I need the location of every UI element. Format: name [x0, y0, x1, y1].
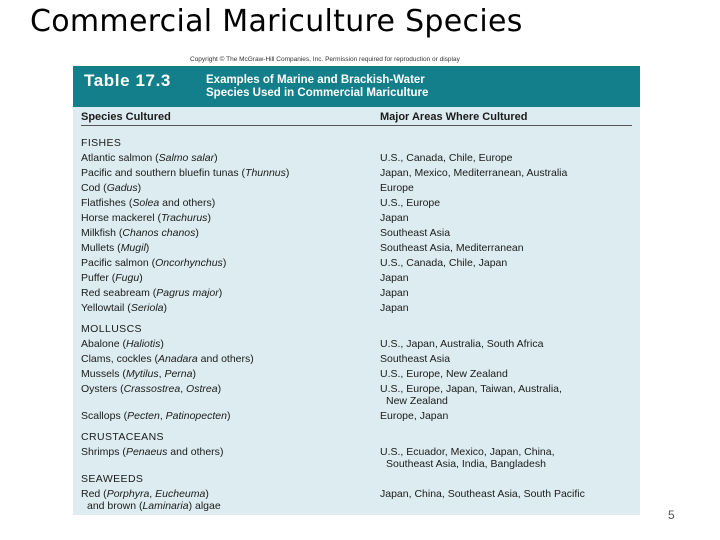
areas-cell: Japan — [380, 272, 409, 284]
table-body — [73, 137, 640, 515]
species-cell: Milkfish (Chanos chanos) — [81, 227, 199, 239]
category-row-crustaceans — [73, 431, 640, 446]
table-row — [73, 383, 640, 410]
table-number: Table 17.3 — [84, 71, 171, 90]
areas-cell: Southeast Asia, Mediterranean — [380, 242, 524, 254]
areas-cell: Japan, China, Southeast Asia, South Pacific — [380, 488, 585, 500]
column-header-species: Species Cultured — [81, 111, 171, 123]
table-row — [73, 212, 640, 227]
areas-cell: U.S., Japan, Australia, South Africa — [380, 338, 544, 350]
areas-cell: Southeast Asia — [380, 227, 451, 239]
copyright-notice: Copyright © The McGraw-Hill Companies, Inc. Permission required for reproduction or display — [190, 56, 460, 63]
table-caption-line-1: Examples of Marine and Brackish-Water — [206, 74, 425, 86]
species-cell: Clams, cockles (Anadara and others) — [81, 353, 254, 365]
areas-line-2: Southeast Asia, India, Bangladesh — [386, 458, 546, 470]
table-header-band — [73, 66, 640, 107]
areas-cell: Japan — [380, 302, 409, 314]
areas-cell — [380, 446, 555, 470]
category-row-seaweeds — [73, 473, 640, 488]
species-cell: Flatfishes (Solea and others) — [81, 197, 216, 209]
species-table — [73, 66, 640, 515]
table-row — [73, 410, 640, 425]
table-row — [73, 446, 640, 473]
areas-cell: Japan — [380, 287, 409, 299]
table-row — [73, 227, 640, 242]
species-cell: Yellowtail (Seriola) — [81, 302, 167, 314]
areas-cell: Europe, Japan — [380, 410, 449, 422]
species-cell: Scallops (Pecten, Patinopecten) — [81, 410, 231, 422]
areas-line-2: New Zealand — [386, 395, 448, 407]
category-label: CRUSTACEANS — [81, 431, 164, 443]
slide-title: Commercial Mariculture Species — [30, 4, 523, 39]
table-row — [73, 488, 640, 515]
table-row — [73, 368, 640, 383]
table-caption — [206, 74, 428, 100]
table-row — [73, 197, 640, 212]
areas-cell: Europe — [380, 182, 414, 194]
species-cell: Pacific and southern bluefin tunas (Thunnus) — [81, 167, 290, 179]
species-cell — [81, 488, 221, 512]
areas-cell: U.S., Europe, New Zealand — [380, 368, 508, 380]
areas-cell: Japan — [380, 212, 409, 224]
species-cell: Abalone (Haliotis) — [81, 338, 164, 350]
areas-cell: Japan, Mexico, Mediterranean, Australia — [380, 167, 568, 179]
areas-cell — [380, 383, 562, 407]
table-row — [73, 167, 640, 182]
table-row — [73, 182, 640, 197]
category-label: FISHES — [81, 137, 122, 149]
table-row — [73, 302, 640, 317]
table-caption-line-2: Species Used in Commercial Mariculture — [206, 87, 429, 99]
table-row — [73, 287, 640, 302]
table-row — [73, 242, 640, 257]
table-row — [73, 353, 640, 368]
species-cell: Puffer (Fugu) — [81, 272, 143, 284]
table-row — [73, 257, 640, 272]
areas-cell: U.S., Canada, Chile, Europe — [380, 152, 513, 164]
species-cell: Horse mackerel (Trachurus) — [81, 212, 211, 224]
areas-cell: U.S., Canada, Chile, Japan — [380, 257, 508, 269]
category-row-fishes — [73, 137, 640, 152]
species-line-1: Red (Porphyra, Eucheuma) — [81, 488, 209, 500]
species-cell: Oysters (Crassostrea, Ostrea) — [81, 383, 222, 395]
table-row — [73, 272, 640, 287]
species-cell: Mussels (Mytilus, Perna) — [81, 368, 196, 380]
areas-line-1: U.S., Ecuador, Mexico, Japan, China, — [380, 446, 555, 458]
slide-number: 5 — [668, 508, 675, 522]
species-cell: Cod (Gadus) — [81, 182, 142, 194]
species-cell: Mullets (Mugil) — [81, 242, 150, 254]
category-label: SEAWEEDS — [81, 473, 144, 485]
species-line-2: and brown (Laminaria) algae — [87, 500, 221, 512]
species-cell: Shrimps (Penaeus and others) — [81, 446, 224, 458]
category-row-molluscs — [73, 323, 640, 338]
areas-cell: U.S., Europe — [380, 197, 441, 209]
header-divider — [81, 125, 632, 126]
table-row — [73, 152, 640, 167]
species-cell: Red seabream (Pagrus major) — [81, 287, 223, 299]
areas-cell: Southeast Asia — [380, 353, 451, 365]
category-label: MOLLUSCS — [81, 323, 142, 335]
column-header-areas: Major Areas Where Cultured — [380, 111, 528, 123]
table-row — [73, 338, 640, 353]
species-cell: Pacific salmon (Oncorhynchus) — [81, 257, 227, 269]
species-cell: Atlantic salmon (Salmo salar) — [81, 152, 218, 164]
areas-line-1: U.S., Europe, Japan, Taiwan, Australia, — [380, 383, 562, 395]
